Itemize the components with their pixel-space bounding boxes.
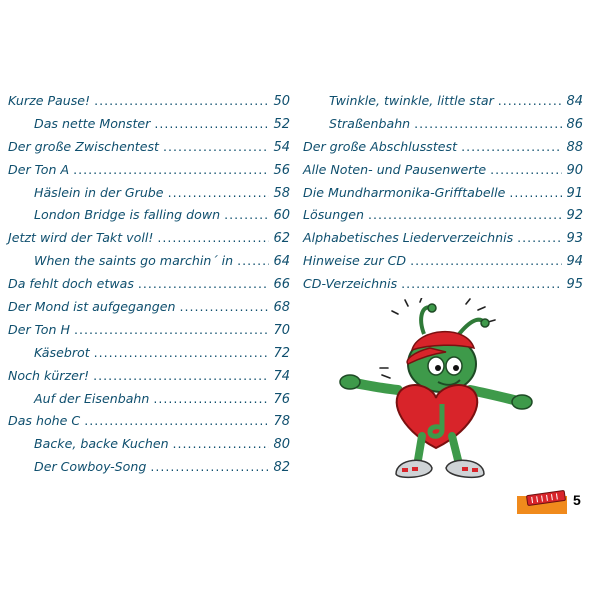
toc-entry-title: Hinweise zur CD [303, 253, 407, 269]
toc-entry-page: 86 [566, 116, 583, 132]
toc-entry [303, 227, 583, 250]
dot-leader [414, 113, 562, 136]
toc-entry [303, 204, 583, 227]
toc-entry-page: 68 [273, 300, 290, 316]
toc-entry [8, 113, 290, 136]
toc-entry-title: London Bridge is falling down [34, 207, 221, 223]
page-number: 5 [573, 492, 581, 508]
toc-entry-title: Der Mond ist aufgegangen [8, 299, 176, 315]
toc-entry-title: Auf der Eisenbahn [34, 390, 150, 406]
dot-leader [94, 90, 269, 113]
dot-leader [401, 273, 562, 296]
toc-entry-page: 90 [566, 162, 583, 178]
toc-entry [8, 182, 290, 205]
toc-entry [8, 136, 290, 159]
toc-entry [303, 90, 583, 113]
toc-entry-title: Jetzt wird der Takt voll! [8, 230, 154, 246]
toc-entry [8, 227, 290, 250]
toc-entry-page: 52 [273, 116, 290, 132]
dot-leader [368, 204, 562, 227]
dot-leader [157, 227, 269, 250]
toc-entry-page: 82 [273, 460, 290, 476]
toc-entry [8, 319, 290, 342]
toc-entry-page: 62 [273, 231, 290, 247]
toc-entry-page: 58 [273, 185, 290, 201]
toc-entry-title: Die Mundharmonika-Grifftabelle [303, 184, 506, 200]
toc-entry-page: 84 [566, 94, 583, 109]
toc-entry-page: 66 [273, 277, 290, 293]
dot-leader [150, 456, 269, 479]
dot-leader [517, 227, 562, 250]
toc-entry-title: Der Ton H [8, 321, 70, 337]
toc-entry [303, 182, 583, 205]
toc-entry-page: 56 [273, 162, 290, 178]
dot-leader [84, 410, 269, 433]
toc-entry-page: 76 [273, 391, 290, 407]
toc-entry-title: CD-Verzeichnis [303, 276, 398, 292]
mascot-illustration [338, 298, 534, 490]
toc-entry-title: Das nette Monster [34, 115, 151, 131]
toc-entry-page: 91 [566, 185, 583, 201]
dot-leader [509, 182, 562, 205]
toc-entry-page: 54 [273, 139, 290, 155]
dot-leader [94, 342, 270, 365]
dot-leader [224, 204, 269, 227]
toc-entry-title: When the saints go marchin´ in [34, 253, 234, 269]
dot-leader [173, 433, 270, 456]
toc-entry [8, 433, 290, 456]
dot-leader [153, 388, 269, 411]
toc-entry-page: 70 [273, 322, 290, 338]
toc-entry-title: Noch kürzer! [8, 367, 90, 383]
dot-leader [154, 113, 269, 136]
toc-entry-title: Käsebrot [34, 344, 90, 360]
toc-entry-page: 92 [566, 208, 583, 224]
toc-entry [303, 273, 583, 296]
dot-leader [93, 365, 269, 388]
toc-entry [8, 159, 290, 182]
toc-entry-title: Alle Noten- und Pausenwerte [303, 161, 487, 177]
dot-leader [73, 159, 269, 182]
toc-entry-title: Häslein in der Grube [34, 184, 164, 200]
dot-leader [237, 250, 269, 273]
toc-entry-page: 64 [273, 254, 290, 270]
toc-entry-page: 60 [273, 208, 290, 224]
toc-entry-title: Das hohe C [8, 413, 81, 429]
dot-leader [490, 159, 562, 182]
dot-leader [498, 90, 563, 113]
toc-entry [8, 250, 290, 273]
dot-leader [138, 273, 270, 296]
toc-entry [8, 410, 290, 433]
toc-entry-page: 95 [566, 277, 583, 293]
toc-entry-page: 88 [566, 139, 583, 155]
toc-entry-title: Lösungen [303, 207, 364, 223]
toc-entry-title: Alphabetisches Liederverzeichnis [303, 230, 514, 246]
toc-entry [8, 90, 290, 113]
toc-entry-page: 80 [273, 437, 290, 453]
toc-entry [8, 296, 290, 319]
toc-entry-page: 74 [273, 368, 290, 384]
toc-right-column [303, 90, 583, 296]
dot-leader [179, 296, 269, 319]
toc-entry [8, 342, 290, 365]
toc-entry [8, 204, 290, 227]
toc-entry-title: Da fehlt doch etwas [8, 276, 134, 292]
toc-entry [303, 159, 583, 182]
toc-entry-page: 50 [273, 94, 290, 109]
toc-entry-page: 93 [566, 231, 583, 247]
toc-entry-title: Twinkle, twinkle, little star [329, 93, 494, 108]
toc-entry-title: Backe, backe Kuchen [34, 436, 169, 452]
dot-leader [74, 319, 270, 342]
toc-entry [303, 250, 583, 273]
toc-entry-page: 72 [273, 345, 290, 361]
toc-entry [8, 388, 290, 411]
toc-entry-page: 78 [273, 414, 290, 430]
toc-entry-title: Der Cowboy-Song [34, 459, 147, 475]
dot-leader [168, 182, 270, 205]
dot-leader [410, 250, 562, 273]
toc-entry-title: Straßenbahn [329, 115, 411, 131]
toc-left-column [8, 90, 290, 479]
toc-entry [8, 365, 290, 388]
dot-leader [163, 136, 269, 159]
toc-entry-title: Kurze Pause! [8, 93, 91, 108]
toc-entry-title: Der große Abschlusstest [303, 138, 458, 154]
dot-leader [461, 136, 562, 159]
toc-entry [303, 136, 583, 159]
page-tab [517, 490, 600, 518]
toc-entry [8, 273, 290, 296]
toc-entry-page: 94 [566, 254, 583, 270]
toc-entry [8, 456, 290, 479]
toc-entry-title: Der große Zwischentest [8, 138, 159, 154]
toc-entry [303, 113, 583, 136]
toc-entry-title: Der Ton A [8, 161, 70, 177]
